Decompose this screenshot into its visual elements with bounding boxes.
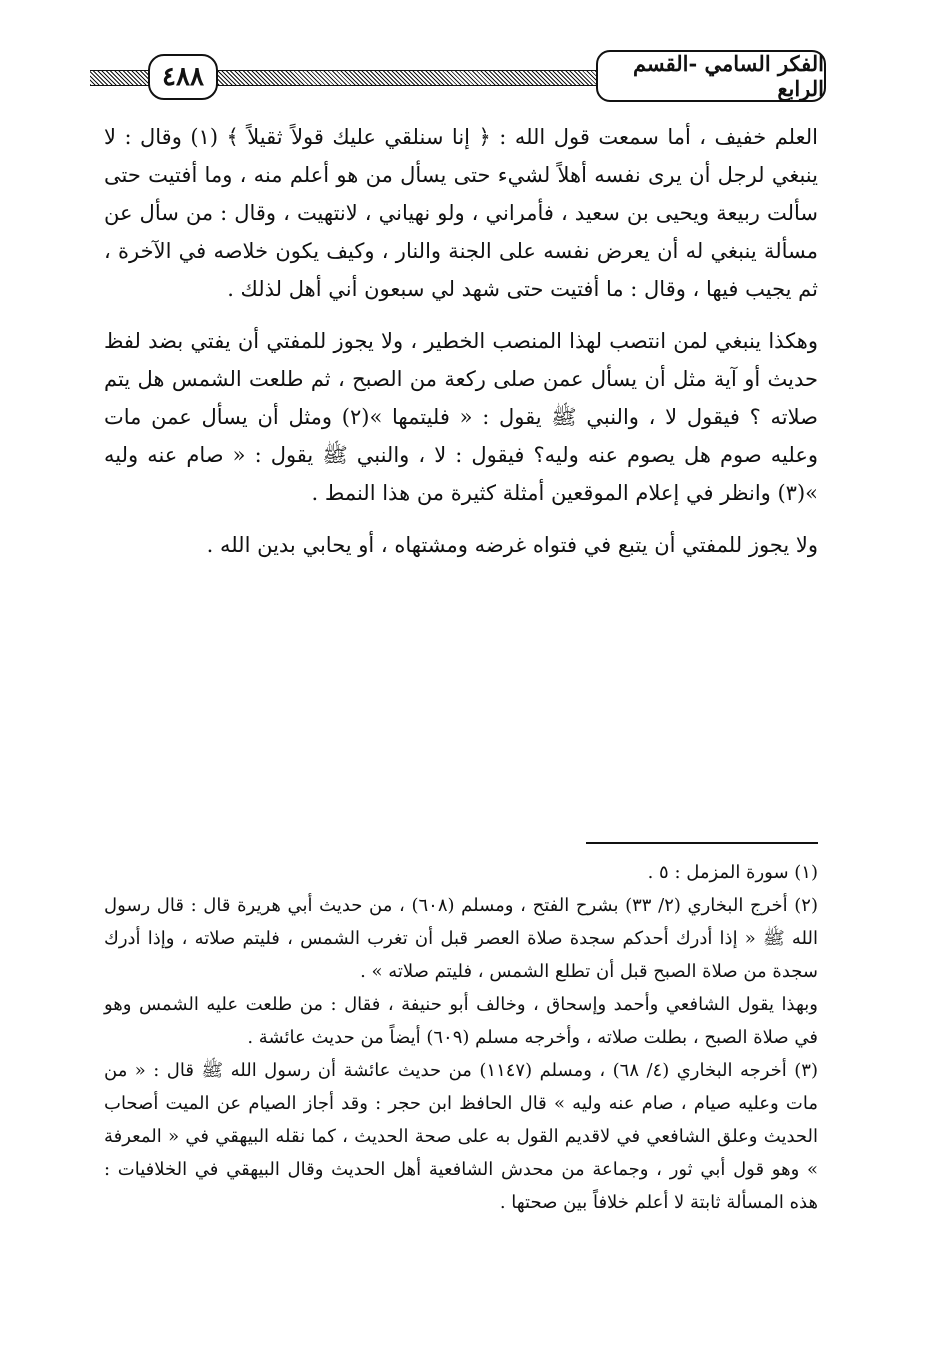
running-title: الفكر السامي -القسم الرابع [596,50,826,102]
paragraph-1: العلم خفيف ، أما سمعت قول الله : ﴿ إنا سنلقي عليك قولاً ثقيلاً ﴾ (١) وقال : لا ينبغي لرجل أن يرى نفسه أهلاً لشيء حتى يسأل من هو أعلم منه ، وما أفتيت حتى سألت ربيعة ويحيى بن سعيد ، فأمراني ، ولو نهياني ، لانتهيت ، وقال : من سأل عن مسألة ينبغي له أن يعرض نفسه على الجنة والنار ، وكيف يكون خلاصه في الآخرة ، ثم يجيب فيها ، وقال : ما أفتيت حتى شهد لي سبعون أني أهل لذلك . [104,125,819,301]
footnote-2-continuation: وبهذا يقول الشافعي وأحمد وإسحاق ، وخالف أبو حنيفة ، فقال : من طلعت عليه الشمس وهو في صلاة الصبح ، بطلت صلاته ، وأخرجه مسلم (٦٠٩) أيضاً من حديث عائشة . [104,994,818,1048]
footnote-2: (٢) أخرج البخاري (٢/ ٣٣) بشرح الفتح ، ومسلم (٦٠٨) ، من حديث أبي هريرة قال : قال رسول الله ﷺ « إذا أدرك أحدكم سجدة صلاة العصر قبل أن تغرب الشمس ، فليتم صلاته ، وإذا أدرك سجدة من صلاة الصبح قبل أن تطلع الشمس ، فليتم صلاته » . [104,895,818,982]
footnote-3: (٣) أخرجه البخاري (٤/ ٦٨) ، ومسلم (١١٤٧) من حديث عائشة أن رسول الله ﷺ قال : « من مات وعليه صيام ، صام عنه وليه » قال الحافظ ابن حجر : وقد أجاز الصيام عن الميت أصحاب الحديث وعلق الشافعي في لاقديم القول به على صحة الحديث ، كما نقله البيهقي في « المعرفة » وهو قول أبي ثور ، وجماعة من محدش الشافعية أهل الحديث وقال البيهقي في الخلافيات : هذه المسألة ثابتة لا أعلم خلافاً بين صحتها . [104,1060,818,1213]
footnote-1: (١) سورة المزمل : ٥ . [647,862,818,883]
header-ornament-middle [210,70,598,86]
footnotes [104,856,818,1219]
paragraph-2: وهكذا ينبغي لمن انتصب لهذا المنصب الخطير ، ولا يجوز للمفتي أن يفتي بضد لفظ حديث أو آية مثل أن يسأل عمن صلى ركعة من الصبح ، ثم طلعت الشمس هل يتم صلاته ؟ فيقول لا ، والنبي ﷺ يقول : « فليتمها »(٢) ومثل أن يسأل عمن مات وعليه صوم هل يصوم عنه وليه؟ فيقول : لا ، والنبي ﷺ يقول : « صام عنه وليه »(٣) وانظر في إعلام الموقعين أمثلة كثيرة من هذا النمط . [104,329,818,505]
paragraph-3: ولا يجوز للمفتي أن يتبع في فتواه غرضه ومشتهاه ، أو يحابي بدين الله . [206,533,818,557]
page-number: ٤٨٨ [148,54,218,100]
header-ornament-left [90,70,150,86]
main-text [104,118,818,564]
page-header [90,48,828,104]
footnote-separator [586,842,818,844]
